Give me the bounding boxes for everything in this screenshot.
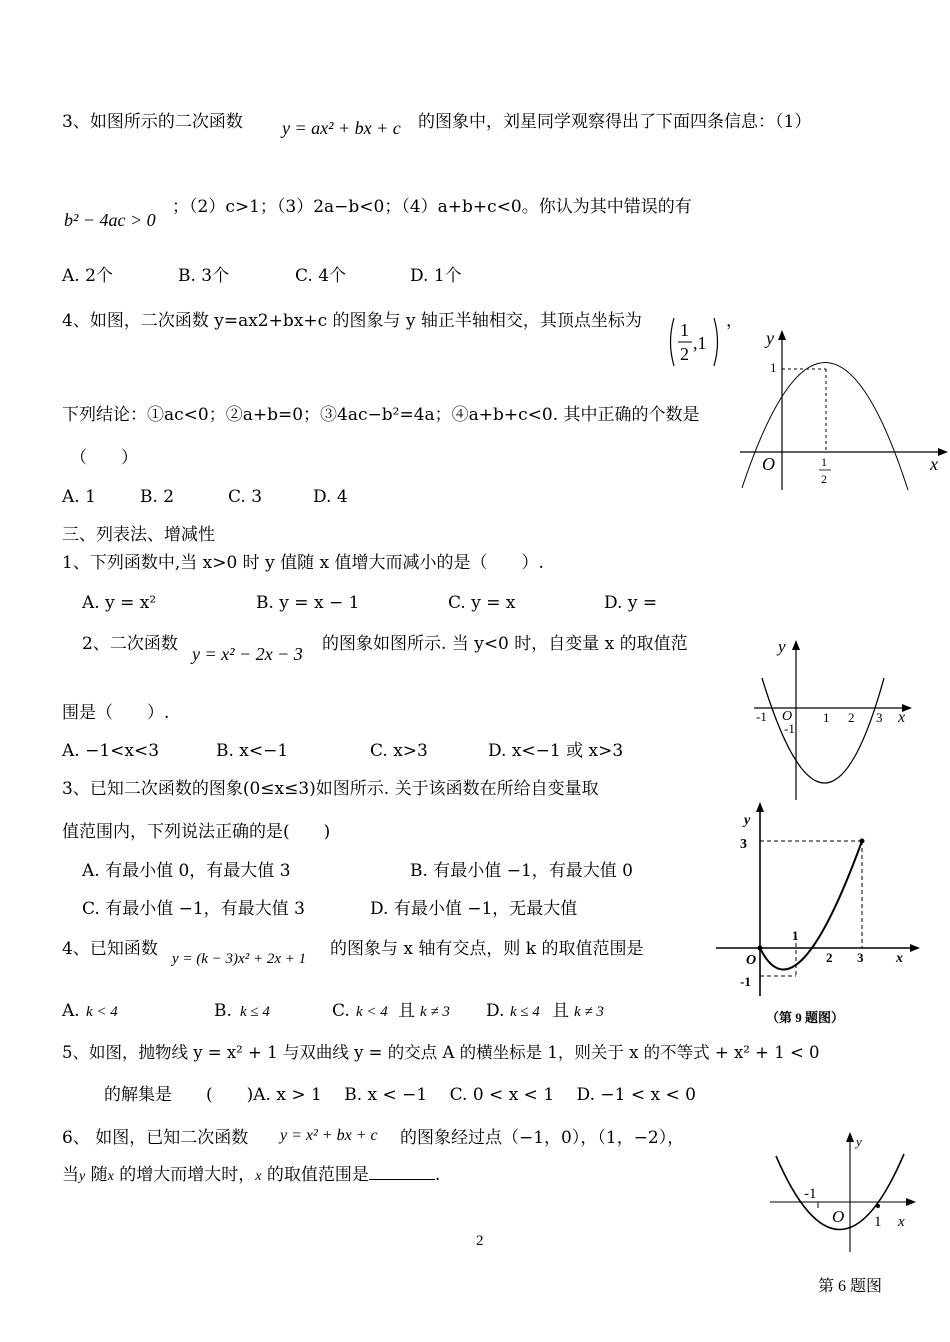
- q1-option-a: A. y = x²: [82, 593, 157, 613]
- q6-formula: y = x² + bx + c: [280, 1127, 378, 1144]
- q4a-paren: （ ）: [70, 448, 138, 468]
- q4b-option-d-and: 且: [552, 1001, 569, 1021]
- svg-text:y: y: [856, 1134, 862, 1149]
- q1-stem: 1、下列函数中,当 x>0 时 y 值随 x 值增大而减小的是（ ）.: [62, 553, 544, 573]
- answer-blank[interactable]: [369, 1165, 435, 1180]
- q3a-rest: ；（2）c>1；（3）2a−b<0；（4）a+b+c<0。你认为其中错误的有: [172, 197, 692, 217]
- svg-text:x: x: [898, 709, 906, 726]
- q6-graph: [770, 1126, 920, 1304]
- svg-text:-1: -1: [804, 1186, 817, 1202]
- svg-text:-1: -1: [784, 721, 795, 736]
- q6-line2c: 的增大而增大时，: [119, 1165, 256, 1185]
- q6-x: x: [107, 1169, 114, 1184]
- q3b-option-d: D. 有最小值 −1，无最大值: [370, 899, 578, 919]
- q1-option-b: B. y = x − 1: [256, 593, 360, 613]
- q4b-option-c: C.: [332, 1001, 350, 1021]
- svg-text:（第 9 题图）: （第 9 题图）: [766, 1010, 845, 1025]
- q3b-graph: [716, 800, 928, 1032]
- q4a-line2: 下列结论：①ac<0；②a+b=0；③4ac−b²=4a；④a+b+c<0. 其中正确的个数是: [62, 405, 700, 425]
- q6-line2: [62, 1164, 440, 1188]
- svg-text:-1: -1: [756, 709, 767, 724]
- q3a-stem2: 的图象中，刘星同学观察得出了下面四条信息：（1）: [418, 112, 812, 132]
- q1-option-c: C. y = x: [448, 593, 516, 613]
- q2-option-c: C. x>3: [370, 741, 428, 761]
- q4b-formula: y = (k − 3)x² + 2x + 1: [172, 951, 307, 967]
- q4b-option-c-and: 且: [398, 1001, 415, 1021]
- q4b-option-d-math1: k ≤ 4: [510, 1004, 540, 1020]
- q4a-option-d: D. 4: [313, 487, 348, 507]
- q1-option-d: D. y =: [604, 593, 658, 613]
- q6-line2d: 的取值范围是: [266, 1165, 369, 1185]
- q3a-formula: y = ax² + bx + c: [282, 118, 401, 138]
- q4b-option-d: D.: [486, 1001, 505, 1021]
- svg-text:3: 3: [876, 710, 883, 725]
- svg-text:3: 3: [857, 950, 864, 965]
- q2-stem2: 的图象如图所示. 当 y<0 时，自变量 x 的取值范: [322, 634, 688, 654]
- svg-text:2: 2: [848, 710, 855, 725]
- q3a-cond1: b² − 4ac > 0: [64, 210, 156, 230]
- svg-text:第 6 题图: 第 6 题图: [818, 1278, 883, 1295]
- q6-line2a: 当: [62, 1165, 79, 1185]
- svg-text:x: x: [930, 454, 938, 474]
- svg-text:1: 1: [792, 928, 799, 943]
- q5-line1: 5、如图，抛物线 y = x² + 1 与双曲线 y = 的交点 A 的横坐标是 1，则关于 x 的不等式 + x² + 1 < 0: [62, 1043, 820, 1062]
- q4a-option-c: C. 3: [228, 487, 263, 507]
- svg-text:x: x: [898, 1214, 905, 1230]
- q4b-option-a-math: k < 4: [86, 1004, 118, 1020]
- vertex-den: 2: [680, 344, 689, 364]
- page-number: 2: [476, 1233, 484, 1249]
- q2-option-d: D. x<−1 或 x>3: [488, 741, 624, 761]
- svg-text:3: 3: [740, 837, 747, 852]
- vertex-y: ,1: [693, 333, 707, 353]
- svg-text:1: 1: [770, 360, 777, 375]
- q4b-option-b: B.: [214, 1001, 232, 1021]
- q2-stem: 2、二次函数: [82, 634, 178, 654]
- q3a-option-d: D. 1个: [410, 266, 462, 286]
- svg-text:2: 2: [826, 950, 833, 965]
- q6-stem2: 的图象经过点（−1，0），（1，−2），: [400, 1128, 685, 1148]
- q4b-stem: 4、已知函数: [62, 939, 158, 959]
- svg-text:1: 1: [823, 710, 830, 725]
- q4a-option-a: A. 1: [62, 487, 96, 507]
- svg-text:O: O: [746, 953, 757, 968]
- q2-graph: [750, 630, 920, 802]
- q6-y: y: [79, 1169, 86, 1184]
- q6-stem: 6、 如图，已知二次函数: [62, 1128, 249, 1148]
- svg-text:y: y: [778, 637, 786, 656]
- q4a-option-b: B. 2: [140, 487, 175, 507]
- q3b-option-c: C. 有最小值 −1，有最大值 3: [82, 899, 305, 919]
- svg-text:y: y: [766, 328, 774, 348]
- q3b-line2: 值范围内，下列说法正确的是( ): [62, 822, 331, 842]
- svg-text:O: O: [832, 1207, 845, 1226]
- svg-text:O: O: [762, 454, 775, 474]
- q2-option-b: B. x<−1: [216, 741, 289, 761]
- q4b-option-c-math1: k < 4: [356, 1004, 388, 1020]
- q5-line2: 的解集是 ( )A. x > 1 B. x < −1 C. 0 < x < 1 D. −1 < x < 0: [104, 1085, 696, 1105]
- q4b-option-c-math2: k ≠ 3: [420, 1004, 450, 1020]
- q2-line2: 围是（ ）.: [62, 703, 170, 723]
- q4a-graph: [740, 320, 950, 492]
- q2-formula: y = x² − 2x − 3: [192, 644, 303, 664]
- q4b-option-a: A.: [62, 1001, 80, 1021]
- q2-option-a: A. −1<x<3: [62, 741, 160, 761]
- q4b-option-b-math: k ≤ 4: [240, 1004, 270, 1020]
- vertex-fraction: [666, 314, 726, 370]
- q6-line2b: 随: [90, 1165, 108, 1185]
- q3a-option-b: B. 3个: [178, 266, 230, 286]
- q3a-option-a: A. 2个: [62, 266, 113, 286]
- q3b-stem: 3、已知二次函数的图象(0≤x≤3)如图所示. 关于该函数在所给自变量取: [62, 779, 599, 799]
- svg-text:-1: -1: [740, 974, 751, 989]
- q4a-vertex: [666, 314, 726, 370]
- q4b-option-d-math2: k ≠ 3: [574, 1004, 604, 1020]
- vertex-num: 1: [680, 320, 689, 340]
- q3b-option-a: A. 有最小值 0，有最大值 3: [82, 861, 291, 881]
- section-title: 三、列表法、增减性: [62, 525, 215, 545]
- svg-text:1: 1: [874, 1214, 882, 1230]
- q3b-option-b: B. 有最小值 −1，有最大值 0: [410, 861, 633, 881]
- q6-x2: x: [255, 1169, 262, 1184]
- q4b-stem2: 的图象与 x 轴有交点，则 k 的取值范围是: [330, 939, 644, 959]
- svg-text:2: 2: [821, 472, 827, 486]
- svg-text:x: x: [896, 951, 903, 966]
- svg-text:O: O: [782, 709, 793, 724]
- q4a-stem: 4、如图，二次函数 y=ax2+bx+c 的图象与 y 轴正半轴相交，其顶点坐标为: [62, 311, 642, 331]
- q3a-stem: 3、如图所示的二次函数: [62, 112, 243, 132]
- q6-line2e: .: [434, 1165, 441, 1185]
- q3a-option-c: C. 4个: [295, 266, 347, 286]
- svg-text:1: 1: [821, 455, 827, 469]
- q4a-comma: ，: [726, 311, 743, 331]
- svg-text:y: y: [744, 813, 751, 828]
